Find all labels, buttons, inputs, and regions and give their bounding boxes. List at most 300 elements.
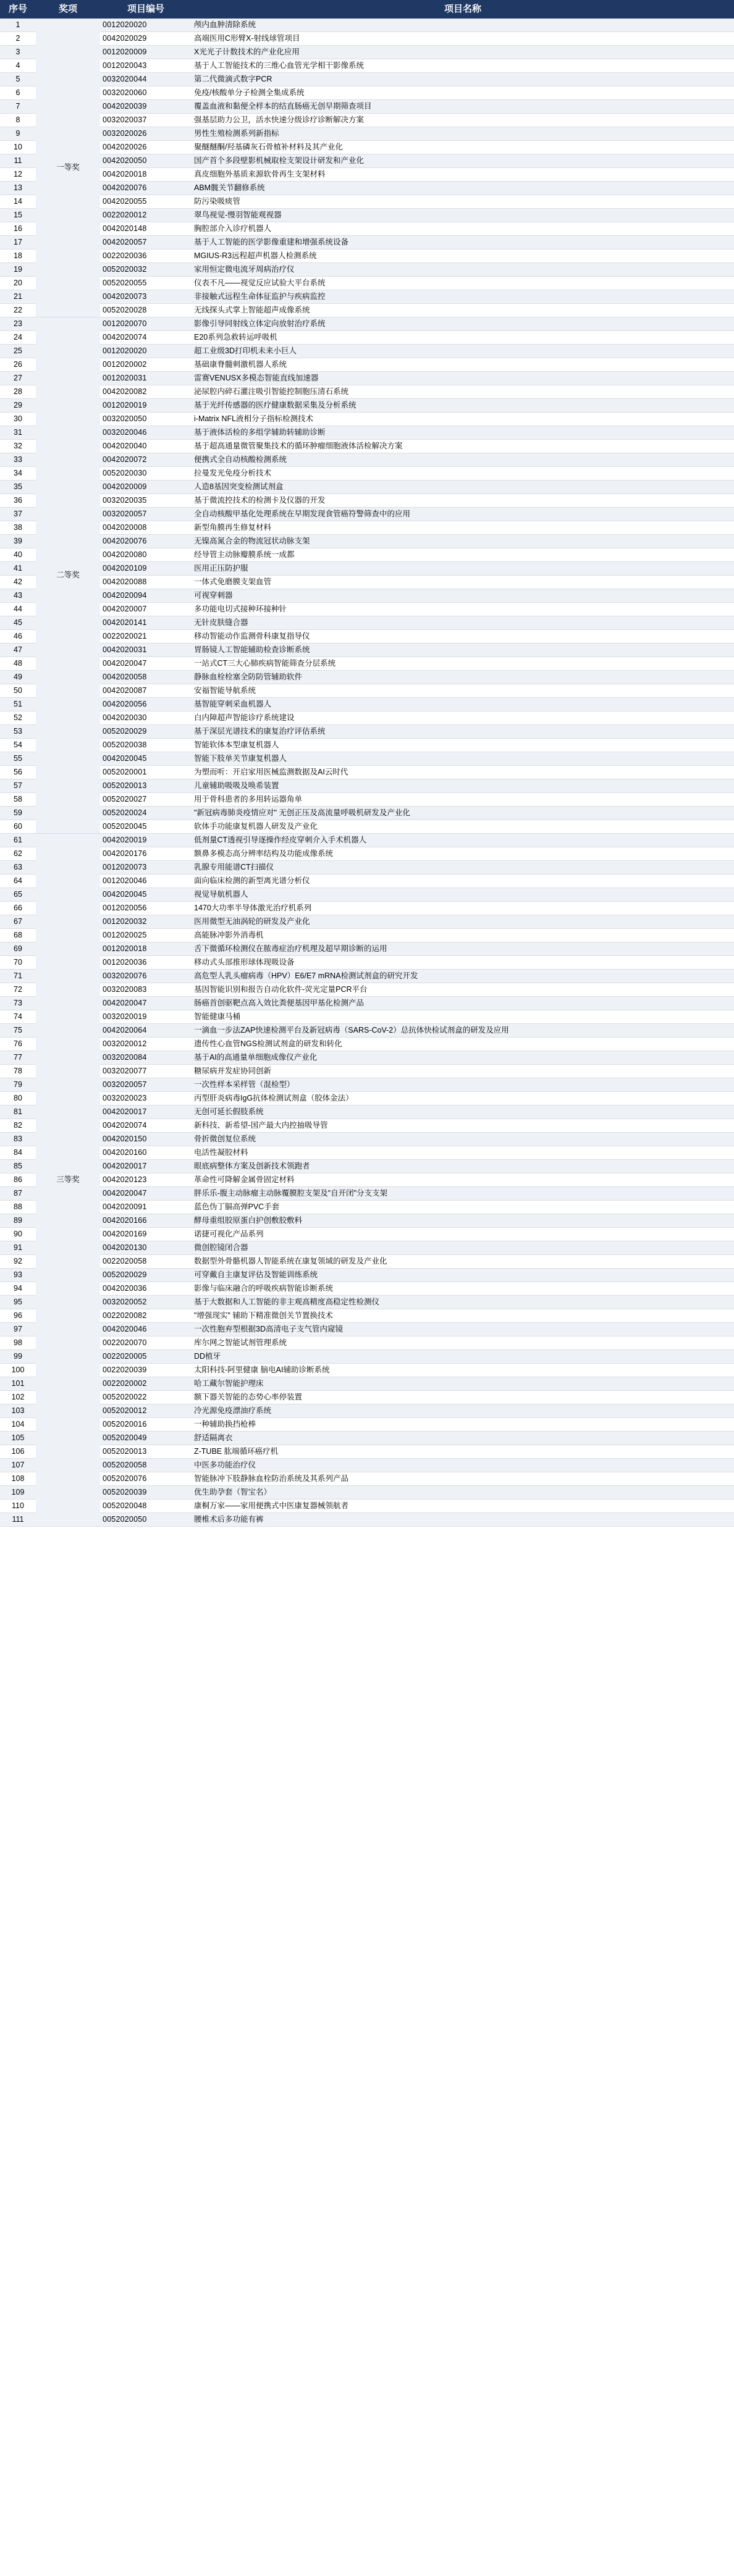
cell-seq: 37 (0, 508, 36, 521)
cell-project-name: 拉曼发光免疫分析技术 (192, 467, 734, 480)
cell-project-code: 0042020031 (100, 644, 192, 657)
cell-seq: 60 (0, 820, 36, 834)
cell-project-code: 0012020002 (100, 358, 192, 372)
table-row (0, 915, 734, 929)
cell-project-name: 基于液体活检的多组学辅助转辅助诊断 (192, 426, 734, 440)
table-row (0, 277, 734, 290)
table-row (0, 1119, 734, 1133)
cell-project-name: 库尔网之智能试剂管理系统 (192, 1336, 734, 1350)
cell-project-code: 0012020073 (100, 861, 192, 875)
cell-project-code: 0042020160 (100, 1146, 192, 1160)
cell-project-name: 聚醚醚酮/羟基磷灰石骨植补材料及其产业化 (192, 141, 734, 154)
cell-project-code: 0022020021 (100, 630, 192, 644)
cell-seq: 43 (0, 589, 36, 603)
cell-project-code: 0052020013 (100, 1445, 192, 1459)
cell-seq: 109 (0, 1486, 36, 1500)
column-header-seq: 序号 (0, 0, 36, 19)
cell-project-code: 0052020012 (100, 1404, 192, 1418)
cell-project-name: 遗传性心血管NGS检测试剂盒的研发和转化 (192, 1038, 734, 1051)
cell-project-name: 静脉血栓栓塞全防防管辅助软件 (192, 671, 734, 684)
cell-seq: 108 (0, 1472, 36, 1486)
cell-seq: 15 (0, 209, 36, 222)
table-row (0, 1092, 734, 1105)
cell-project-name: 胃肠镜人工智能辅助检查诊断系统 (192, 644, 734, 657)
table-row (0, 222, 734, 236)
cell-seq: 26 (0, 358, 36, 372)
cell-project-name: 一次性样本采样管（混检型） (192, 1078, 734, 1092)
cell-project-code: 0022020005 (100, 1350, 192, 1364)
cell-project-name: 太阳科技-阿里健康 脑电AI辅助诊断系统 (192, 1364, 734, 1377)
cell-seq: 71 (0, 970, 36, 983)
cell-seq: 103 (0, 1404, 36, 1418)
cell-project-name: 多功能电切式接种环接种针 (192, 603, 734, 616)
cell-project-name: 影像引导同射线立体定向放射治疗系统 (192, 317, 734, 331)
cell-project-name: 基于AI的高通量单细胞成像仪产业化 (192, 1051, 734, 1065)
table-row (0, 508, 734, 521)
cell-project-code: 0042020123 (100, 1173, 192, 1187)
cell-project-name: 可穿戴自主康复评估及智能训练系统 (192, 1269, 734, 1282)
table-row (0, 1065, 734, 1078)
table-row (0, 807, 734, 820)
table-row (0, 19, 734, 32)
table-row (0, 820, 734, 834)
cell-project-code: 0052020055 (100, 277, 192, 290)
cell-project-name: 中医多功能治疗仪 (192, 1459, 734, 1472)
table-row (0, 1391, 734, 1404)
table-row (0, 195, 734, 209)
cell-project-code: 0032020060 (100, 86, 192, 100)
table-row (0, 535, 734, 548)
cell-seq: 74 (0, 1010, 36, 1024)
table-row (0, 589, 734, 603)
table-row (0, 1078, 734, 1092)
table-row (0, 997, 734, 1010)
cell-seq: 20 (0, 277, 36, 290)
cell-project-code: 0032020019 (100, 1010, 192, 1024)
table-row (0, 141, 734, 154)
cell-project-code: 0042020087 (100, 684, 192, 698)
cell-seq: 98 (0, 1336, 36, 1350)
cell-seq: 27 (0, 372, 36, 385)
cell-project-name: 丙型肝炎病毒IgG抗体检测试剂盒（胶体金法） (192, 1092, 734, 1105)
cell-project-code: 0032020037 (100, 114, 192, 127)
cell-seq: 53 (0, 725, 36, 739)
table-row (0, 942, 734, 956)
table-header-row (0, 0, 734, 19)
cell-seq: 104 (0, 1418, 36, 1432)
cell-seq: 77 (0, 1051, 36, 1065)
cell-project-name: 基因智能识别和报告自动化软件-荧光定量PCR平台 (192, 983, 734, 997)
cell-project-code: 0042020166 (100, 1214, 192, 1228)
table-row (0, 1296, 734, 1309)
cell-project-code: 0032020076 (100, 970, 192, 983)
cell-project-name: 智能脉冲下肢静脉血栓防治系统及其系列产品 (192, 1472, 734, 1486)
cell-seq: 44 (0, 603, 36, 616)
cell-project-name: 基智能穿刺采血机器人 (192, 698, 734, 711)
table-row (0, 1160, 734, 1173)
cell-seq: 63 (0, 861, 36, 875)
table-row (0, 250, 734, 263)
cell-project-name: 一站式CT三大心肺疾病智能筛查分层系统 (192, 657, 734, 671)
cell-seq: 106 (0, 1445, 36, 1459)
table-row (0, 847, 734, 861)
table-row (0, 576, 734, 589)
cell-project-code: 0052020001 (100, 766, 192, 779)
cell-project-code: 0042020076 (100, 535, 192, 548)
table-row (0, 562, 734, 576)
table-row (0, 494, 734, 508)
cell-project-code: 0042020076 (100, 182, 192, 195)
cell-project-code: 0042020045 (100, 752, 192, 766)
cell-seq: 17 (0, 236, 36, 250)
cell-project-name: Z-TUBE 肱端循环癌疗机 (192, 1445, 734, 1459)
cell-project-code: 0052020013 (100, 779, 192, 793)
cell-project-code: 0042020056 (100, 698, 192, 711)
cell-project-name: 为塑而听：开启家用医械监测数据及AI云时代 (192, 766, 734, 779)
cell-seq: 91 (0, 1241, 36, 1255)
column-header-name: 项目名称 (192, 0, 734, 19)
cell-project-name: 微创腔镜闭合器 (192, 1241, 734, 1255)
cell-project-name: 可视穿刺器 (192, 589, 734, 603)
cell-project-name: 翠鸟视觉-慢羽智能观视器 (192, 209, 734, 222)
cell-project-code: 0042020109 (100, 562, 192, 576)
table-row (0, 684, 734, 698)
table-row (0, 725, 734, 739)
cell-seq: 102 (0, 1391, 36, 1404)
cell-project-code: 0042020094 (100, 589, 192, 603)
table-row (0, 521, 734, 535)
cell-project-name: 智能健康马桶 (192, 1010, 734, 1024)
cell-seq: 62 (0, 847, 36, 861)
cell-project-name: 酵母重组胶原蛋白护创敷胶敷料 (192, 1214, 734, 1228)
column-header-award: 奖项 (36, 0, 100, 19)
cell-project-name: 用于骨科患者的多用转运器角单 (192, 793, 734, 807)
cell-project-code: 0012020031 (100, 372, 192, 385)
table-row (0, 1336, 734, 1350)
cell-project-code: 0042020045 (100, 888, 192, 902)
cell-project-code: 0042020047 (100, 657, 192, 671)
cell-project-name: 智能下肢单关节康复机器人 (192, 752, 734, 766)
cell-award-group: 一等奖 (36, 19, 100, 317)
cell-project-name: 骨折微创复位系统 (192, 1133, 734, 1146)
table-row (0, 1214, 734, 1228)
cell-project-name: 新型角膜再生修复材料 (192, 521, 734, 535)
cell-project-name: 基于微流控技术的检测卡及仪器的开发 (192, 494, 734, 508)
cell-seq: 29 (0, 399, 36, 413)
cell-seq: 92 (0, 1255, 36, 1269)
cell-project-code: 0042020018 (100, 168, 192, 182)
table-row (0, 644, 734, 657)
cell-seq: 28 (0, 385, 36, 399)
cell-project-name: 新科技、新希望-国产最大内控抽吸导管 (192, 1119, 734, 1133)
table-row (0, 86, 734, 100)
table-row (0, 956, 734, 970)
cell-project-code: 0052020076 (100, 1472, 192, 1486)
cell-project-code: 0042020058 (100, 671, 192, 684)
cell-project-name: 诺捷可视化产品系列 (192, 1228, 734, 1241)
cell-project-code: 0042020050 (100, 154, 192, 168)
cell-project-name: MGIUS-R3远程超声机器人检测系统 (192, 250, 734, 263)
cell-project-name: ABM髋关节翻修系统 (192, 182, 734, 195)
cell-project-name: 基于人工智能的医学影像重建和增强系统设备 (192, 236, 734, 250)
cell-seq: 81 (0, 1105, 36, 1119)
cell-seq: 54 (0, 739, 36, 752)
cell-seq: 89 (0, 1214, 36, 1228)
table-row (0, 752, 734, 766)
cell-project-code: 0042020055 (100, 195, 192, 209)
cell-project-code: 0042020029 (100, 32, 192, 46)
cell-project-name: 无镍高氮合金的物流冠状动脉支架 (192, 535, 734, 548)
cell-project-code: 0042020148 (100, 222, 192, 236)
cell-seq: 66 (0, 902, 36, 915)
table-row (0, 1024, 734, 1038)
cell-seq: 48 (0, 657, 36, 671)
table-row (0, 317, 734, 331)
cell-project-name: 优生助孕套（智宝名） (192, 1486, 734, 1500)
cell-project-code: 0052020038 (100, 739, 192, 752)
cell-seq: 8 (0, 114, 36, 127)
cell-seq: 3 (0, 46, 36, 59)
cell-project-name: 眼底病整体方案及创新技术领跑者 (192, 1160, 734, 1173)
cell-project-code: 0012020056 (100, 902, 192, 915)
cell-project-name: 医用微型无油涡轮的研发及产业化 (192, 915, 734, 929)
cell-award-group: 二等奖 (36, 317, 100, 834)
table-row (0, 440, 734, 453)
table-row (0, 1500, 734, 1513)
table-row (0, 1255, 734, 1269)
cell-seq: 93 (0, 1269, 36, 1282)
cell-project-name: 基于超高通量微管聚集技术的循环肿瘤细胞液体活检解决方案 (192, 440, 734, 453)
table-row (0, 168, 734, 182)
table-row (0, 290, 734, 304)
cell-project-name: 基于大数据和人工智能的非主观高精度高稳定性检测仪 (192, 1296, 734, 1309)
cell-project-code: 0042020074 (100, 331, 192, 345)
cell-project-code: 0042020036 (100, 1282, 192, 1296)
table-row (0, 358, 734, 372)
cell-seq: 84 (0, 1146, 36, 1160)
cell-project-code: 0042020064 (100, 1024, 192, 1038)
cell-seq: 16 (0, 222, 36, 236)
cell-project-name: 移动式头部推形球体现吸设备 (192, 956, 734, 970)
cell-seq: 69 (0, 942, 36, 956)
cell-seq: 47 (0, 644, 36, 657)
table-row (0, 1472, 734, 1486)
cell-project-name: 国产首个多段壁影机械取栓支架设计研发和产业化 (192, 154, 734, 168)
cell-project-name: 便携式全自动核酸检测系统 (192, 453, 734, 467)
cell-project-code: 0042020008 (100, 521, 192, 535)
table-row (0, 603, 734, 616)
cell-project-code: 0052020049 (100, 1432, 192, 1445)
cell-project-code: 0042020007 (100, 603, 192, 616)
cell-project-code: 0042020039 (100, 100, 192, 114)
table-row (0, 1010, 734, 1024)
table-row (0, 1173, 734, 1187)
cell-seq: 68 (0, 929, 36, 942)
cell-seq: 101 (0, 1377, 36, 1391)
table-row (0, 1350, 734, 1364)
table-row (0, 970, 734, 983)
cell-project-name: 无针皮肤缝合器 (192, 616, 734, 630)
cell-project-code: 0012020036 (100, 956, 192, 970)
cell-project-name: 哈工藏尔智能护理床 (192, 1377, 734, 1391)
cell-project-code: 0042020169 (100, 1228, 192, 1241)
cell-seq: 86 (0, 1173, 36, 1187)
cell-seq: 1 (0, 19, 36, 32)
cell-project-name: 舌下微循环检测仪在脓毒症治疗机理及超早期诊断的运用 (192, 942, 734, 956)
table-row (0, 861, 734, 875)
cell-project-code: 0022020002 (100, 1377, 192, 1391)
cell-seq: 11 (0, 154, 36, 168)
cell-project-name: 胖乐乐-腹主动脉瘤主动脉覆膜腔支架及"自开闭"分支支架 (192, 1187, 734, 1201)
cell-seq: 45 (0, 616, 36, 630)
cell-seq: 24 (0, 331, 36, 345)
cell-project-name: 移动智能动作监测骨科康复指导仪 (192, 630, 734, 644)
cell-project-name: "增强现实" 辅助下精准微创关节置换技术 (192, 1309, 734, 1323)
cell-project-code: 0042020047 (100, 1187, 192, 1201)
cell-seq: 42 (0, 576, 36, 589)
cell-project-code: 0022020058 (100, 1255, 192, 1269)
cell-project-name: 舒适隔离衣 (192, 1432, 734, 1445)
table-row (0, 888, 734, 902)
cell-project-code: 0052020048 (100, 1500, 192, 1513)
cell-project-code: 0052020032 (100, 263, 192, 277)
cell-seq: 83 (0, 1133, 36, 1146)
cell-project-code: 0012020018 (100, 942, 192, 956)
cell-seq: 111 (0, 1513, 36, 1527)
table-row (0, 453, 734, 467)
cell-project-name: 电活性凝胶材料 (192, 1146, 734, 1160)
cell-seq: 90 (0, 1228, 36, 1241)
cell-seq: 50 (0, 684, 36, 698)
cell-project-code: 0042020073 (100, 290, 192, 304)
cell-project-name: 冷光源免疫漂油疗系统 (192, 1404, 734, 1418)
cell-seq: 6 (0, 86, 36, 100)
table-row (0, 1432, 734, 1445)
cell-project-code: 0042020047 (100, 997, 192, 1010)
table-row (0, 46, 734, 59)
table-row (0, 1105, 734, 1119)
cell-project-name: 康桐万家——家用便携式中医康复器械领航者 (192, 1500, 734, 1513)
cell-seq: 35 (0, 480, 36, 494)
cell-seq: 34 (0, 467, 36, 480)
cell-seq: 87 (0, 1187, 36, 1201)
table-row (0, 983, 734, 997)
table-row (0, 1146, 734, 1160)
table-row (0, 1323, 734, 1336)
cell-project-name: 低剂量CT透视引导逐操作经皮穿刺介入手术机器人 (192, 834, 734, 847)
table-row (0, 1241, 734, 1255)
table-row (0, 127, 734, 141)
cell-project-code: 0032020046 (100, 426, 192, 440)
table-row (0, 304, 734, 317)
table-row (0, 1404, 734, 1418)
cell-project-name: 基于人工智能技术的三维心血管光学相干影像系统 (192, 59, 734, 73)
cell-seq: 58 (0, 793, 36, 807)
cell-seq: 64 (0, 875, 36, 888)
cell-project-name: 强基层助力公卫，活水快速分级诊疗诊断解决方案 (192, 114, 734, 127)
cell-seq: 61 (0, 834, 36, 847)
cell-project-name: 视觉导航机器人 (192, 888, 734, 902)
cell-project-name: 基于深层光谱技术的康复治疗评估系统 (192, 725, 734, 739)
cell-project-name: i-Matrix NFL液相分子指标检测技术 (192, 413, 734, 426)
cell-seq: 25 (0, 345, 36, 358)
cell-seq: 46 (0, 630, 36, 644)
cell-seq: 70 (0, 956, 36, 970)
table-row (0, 73, 734, 86)
table-row (0, 1486, 734, 1500)
table-row (0, 385, 734, 399)
cell-project-name: 软体手功能康复机器人研发及产业化 (192, 820, 734, 834)
cell-seq: 52 (0, 711, 36, 725)
cell-seq: 23 (0, 317, 36, 331)
cell-project-code: 0042020017 (100, 1160, 192, 1173)
cell-project-name: X光光子计数技术的产业化应用 (192, 46, 734, 59)
cell-project-code: 0052020028 (100, 304, 192, 317)
table-row (0, 480, 734, 494)
cell-project-code: 0042020019 (100, 834, 192, 847)
cell-project-name: 白内障超声智能诊疗系统建设 (192, 711, 734, 725)
cell-project-code: 0032020057 (100, 1078, 192, 1092)
cell-seq: 79 (0, 1078, 36, 1092)
cell-seq: 59 (0, 807, 36, 820)
cell-seq: 67 (0, 915, 36, 929)
cell-project-code: 0032020077 (100, 1065, 192, 1078)
cell-seq: 94 (0, 1282, 36, 1296)
cell-seq: 31 (0, 426, 36, 440)
cell-seq: 49 (0, 671, 36, 684)
cell-project-code: 0032020052 (100, 1296, 192, 1309)
cell-project-code: 0022020039 (100, 1364, 192, 1377)
cell-project-name: 蓝色伪丁膈高弹PVC手套 (192, 1201, 734, 1214)
cell-seq: 7 (0, 100, 36, 114)
table-row (0, 154, 734, 168)
table-body (0, 19, 734, 1527)
cell-project-code: 0042020030 (100, 711, 192, 725)
cell-project-code: 0042020074 (100, 1119, 192, 1133)
cell-project-code: 0012020009 (100, 46, 192, 59)
table-row (0, 1445, 734, 1459)
cell-project-code: 0012020019 (100, 399, 192, 413)
cell-project-code: 0032020026 (100, 127, 192, 141)
cell-seq: 76 (0, 1038, 36, 1051)
cell-project-name: 一次性胞弃型根据3D高清电子支气管内窥镜 (192, 1323, 734, 1336)
cell-project-code: 0042020150 (100, 1133, 192, 1146)
cell-project-name: 非接触式远程生命体征监护与疾病监控 (192, 290, 734, 304)
table-row (0, 671, 734, 684)
cell-project-code: 0052020058 (100, 1459, 192, 1472)
table-row (0, 372, 734, 385)
cell-project-name: 真皮细胞外基质来源软骨再生支架材料 (192, 168, 734, 182)
cell-project-name: 第二代微滴式数字PCR (192, 73, 734, 86)
cell-project-name: 基于光纤传感器的医疗健康数据采集及分析系统 (192, 399, 734, 413)
cell-project-code: 0052020050 (100, 1513, 192, 1527)
cell-project-code: 0052020029 (100, 725, 192, 739)
table-row (0, 875, 734, 888)
cell-project-name: 腰椎术后多功能有裤 (192, 1513, 734, 1527)
cell-project-name: 一滴血一步法ZAP快速检测平台及新冠病毒（SARS-CoV-2）总抗体快检试剂盒的研发及应用 (192, 1024, 734, 1038)
cell-seq: 22 (0, 304, 36, 317)
cell-seq: 40 (0, 548, 36, 562)
cell-project-code: 0042020009 (100, 480, 192, 494)
cell-seq: 80 (0, 1092, 36, 1105)
cell-project-name: 仪表不凡——视觉反应试验大平台系统 (192, 277, 734, 290)
cell-project-code: 0042020141 (100, 616, 192, 630)
table-row (0, 1201, 734, 1214)
table-row (0, 630, 734, 644)
table-row (0, 182, 734, 195)
cell-project-code: 0052020022 (100, 1391, 192, 1404)
cell-seq: 14 (0, 195, 36, 209)
